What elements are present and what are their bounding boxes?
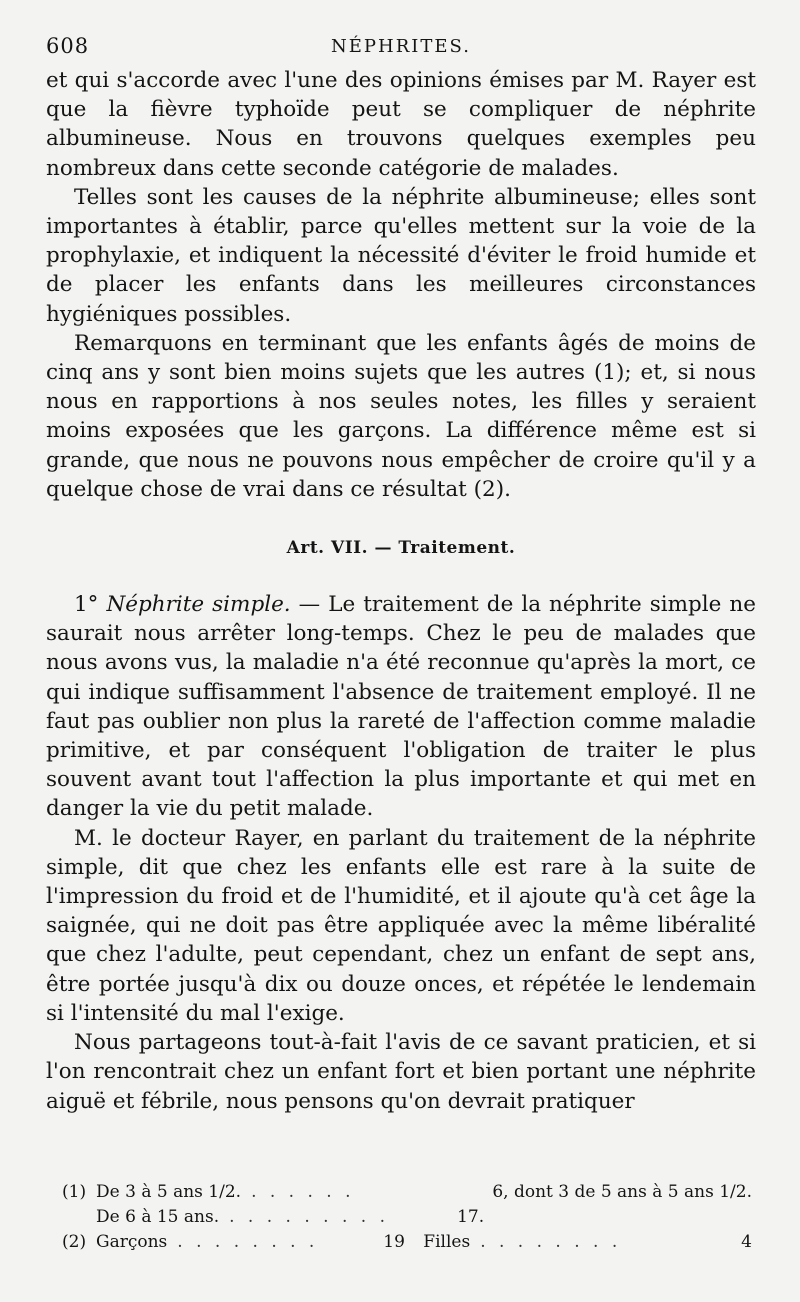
paragraph-continuation: et qui s'accorde avec l'une des opinions émises par M. Rayer est que la fièvre typhoïde peut se compliquer de néphrite albumineuse. Nous en trouvons quelques exemples peu nombreux dans cette seconde catégorie de malades. <box>46 68 756 181</box>
paragraph-simple-nephritis <box>46 590 756 824</box>
item-number: 1° <box>74 592 99 618</box>
footnote-2 <box>62 1230 752 1255</box>
item-title: Néphrite simple. <box>106 592 291 618</box>
footnote-label: De 3 à 5 ans 1/2. <box>96 1182 242 1202</box>
running-title: NÉPHRITES. <box>331 36 471 57</box>
footnote-label-2: Filles <box>423 1232 471 1252</box>
item-text: — Le traitement de la néphrite simple ne saurait nous arrêter long-temps. Chez le peu de malades que nous avons vus, la maladie n'a été reconnue qu'après la mort, ce qui indique suffisamment l'absence de traitement employé. Il ne faut pas oublier non plus la rareté de l'affection comme maladie primitive, et par conséquent l'obligation de traiter le plus souvent avant tout l'affection la plus importante et qui met en danger la vie du petit malade. <box>46 592 757 822</box>
footnote-leader: . . . . . . . . . <box>229 1207 389 1227</box>
footnote-value: 19 <box>383 1232 405 1252</box>
footnote-marker: (2) <box>62 1232 87 1252</box>
paragraph-causes: Telles sont les causes de la néphrite albumineuse; elles sont importantes à établir, parce qu'elles mettent sur la voie de la prophylaxie, et indiquent la nécessité d'éviter le froid humide et de placer les enfants dans les meilleures circonstances hygiéniques possibles. <box>46 184 756 327</box>
footnote-leader: . . . . . . <box>251 1182 355 1202</box>
footnote-leader: . . . . . . . . <box>177 1232 319 1252</box>
footnote-leader-2: . . . . . . . . <box>480 1232 622 1252</box>
page-number: 608 <box>46 34 90 58</box>
section-heading: Art. VII. — Traitement. <box>286 538 516 559</box>
page-header <box>46 30 756 62</box>
footnote-marker: (1) <box>62 1182 87 1202</box>
footnote-value: 6, dont 3 de 5 ans à 5 ans 1/2. <box>492 1182 752 1202</box>
footnote-label: Garçons <box>96 1232 168 1252</box>
paragraph-age-sex: Remarquons en terminant que les enfants âgés de moins de cinq ans y sont bien moins sujets que les autres (1); et, si nous nous en rapportions à nos seules notes, les filles y seraient moins exposées que les garçons. La différence même est si grande, que nous ne pouvons nous empêcher de croire qu'il y a quelque chose de vrai dans ce résultat (2). <box>46 330 756 502</box>
footnote-value: 17. <box>457 1207 485 1227</box>
footnote-1 <box>62 1180 752 1205</box>
paragraph-opinion: Nous partageons tout-à-fait l'avis de ce savant praticien, et si l'on rencontrait chez un enfant fort et bien portant une néphrite aiguë et fébrile, nous pensons qu'on devrait pratiquer <box>46 1030 756 1114</box>
footnote-label: De 6 à 15 ans. <box>96 1207 220 1227</box>
page-body <box>46 66 756 1116</box>
footnote-1-continued <box>62 1205 752 1230</box>
footnotes <box>62 1180 752 1255</box>
footnote-value-2: 4 <box>741 1232 752 1252</box>
paragraph-rayer: M. le docteur Rayer, en parlant du traitement de la néphrite simple, dit que chez les enfants elle est rare à la suite de l'impression du froid et de l'humidité, et il ajoute qu'à cet âge la saignée, qui ne doit pas être appliquée avec la même libéralité que chez l'adulte, peut cependant, chez un enfant de sept ans, être portée jusqu'à dix ou douze onces, et répétée le lendemain si l'intensité du mal l'exige. <box>46 825 756 1026</box>
